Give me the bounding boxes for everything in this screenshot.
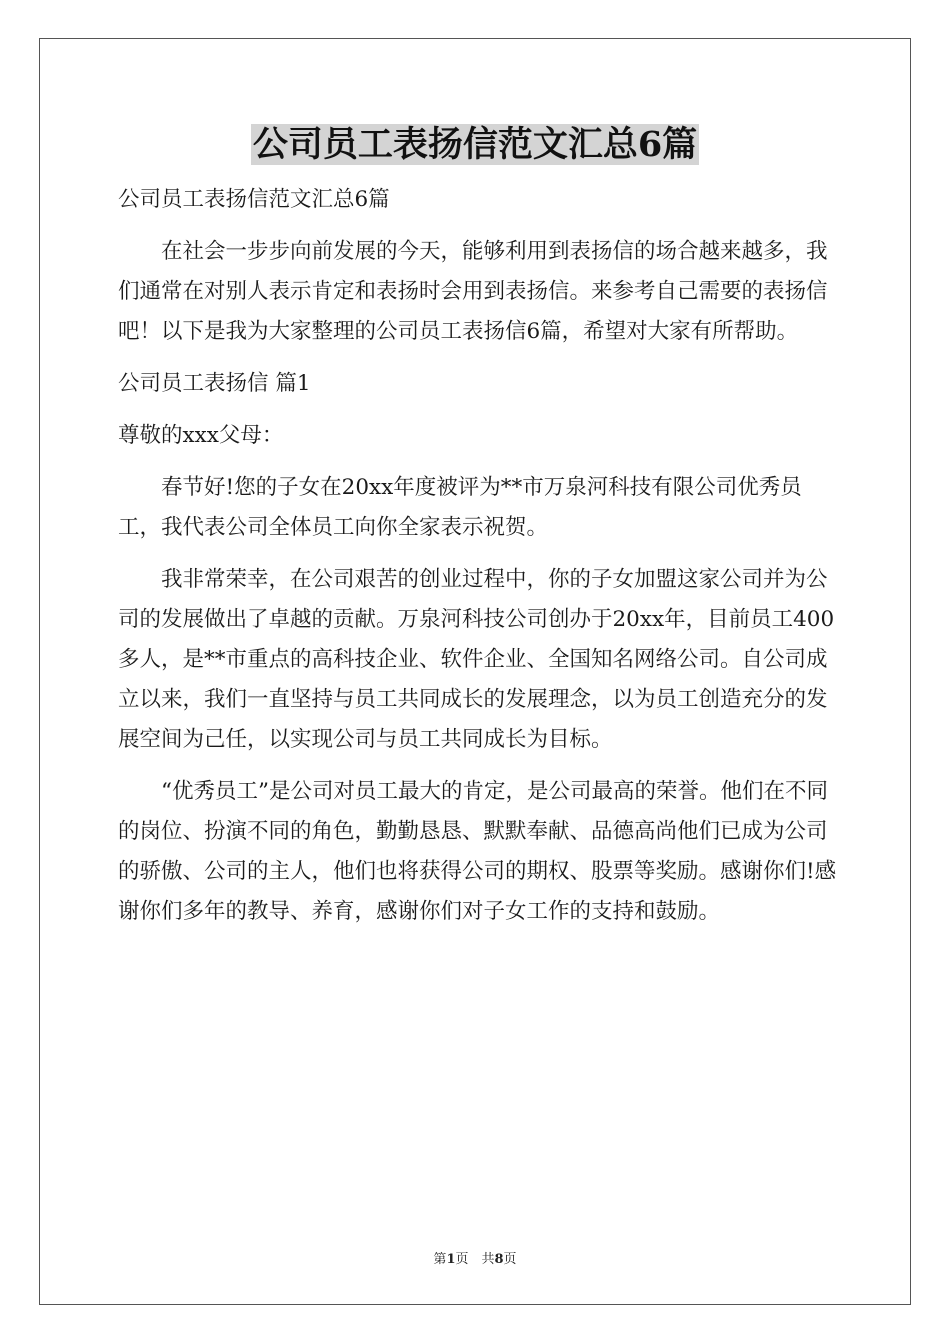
body-paragraph-3: “优秀员工”是公司对员工最大的肯定，是公司最高的荣誉。他们在不同的岗位、扮演不同的角色，勤勤恳恳、默默奉献、品德高尚他们已成为公司的骄傲、公司的主人，他们也将获得公司的期权、股票等奖励。感谢你们!感谢你们多年的教导、养育，感谢你们对子女工作的支持和鼓励。 <box>118 779 837 924</box>
document-body <box>118 180 838 932</box>
page-footer <box>0 1248 950 1267</box>
intro-paragraph: 在社会一步步向前发展的今天，能够利用到表扬信的场合越来越多，我们通常在对别人表示肯定和表扬时会用到表扬信。来参考自己需要的表扬信吧！以下是我为大家整理的公司员工表扬信6篇，希望对大家有所帮助。 <box>118 239 828 344</box>
footer-total-pages: 8 <box>494 1252 504 1267</box>
document-title-text: 公司员工表扬信范文汇总6篇 <box>252 124 698 165</box>
section-heading: 公司员工表扬信 篇1 <box>118 371 311 396</box>
subtitle-line: 公司员工表扬信范文汇总6篇 <box>118 187 390 212</box>
footer-prefix: 第 <box>433 1252 447 1267</box>
body-paragraph-1: 春节好!您的子女在20xx年度被评为**市万泉河科技有限公司优秀员工，我代表公司全体员工向你全家表示祝贺。 <box>118 475 802 540</box>
footer-page-number: 1 <box>446 1252 456 1267</box>
document-title <box>0 124 950 166</box>
footer-suffix: 页 <box>503 1252 517 1267</box>
salutation: 尊敬的xxx父母： <box>118 423 284 448</box>
footer-mid: 页 共 <box>455 1252 495 1267</box>
body-paragraph-2: 我非常荣幸，在公司艰苦的创业过程中，你的子女加盟这家公司并为公司的发展做出了卓越的贡献。万泉河科技公司创办于20xx年，目前员工400多人，是**市重点的高科技企业、软件企业、全国知名网络公司。自公司成立以来，我们一直坚持与员工共同成长的发展理念，以为员工创造充分的发展空间为己任，以实现公司与员工共同成长为目标。 <box>118 567 835 752</box>
